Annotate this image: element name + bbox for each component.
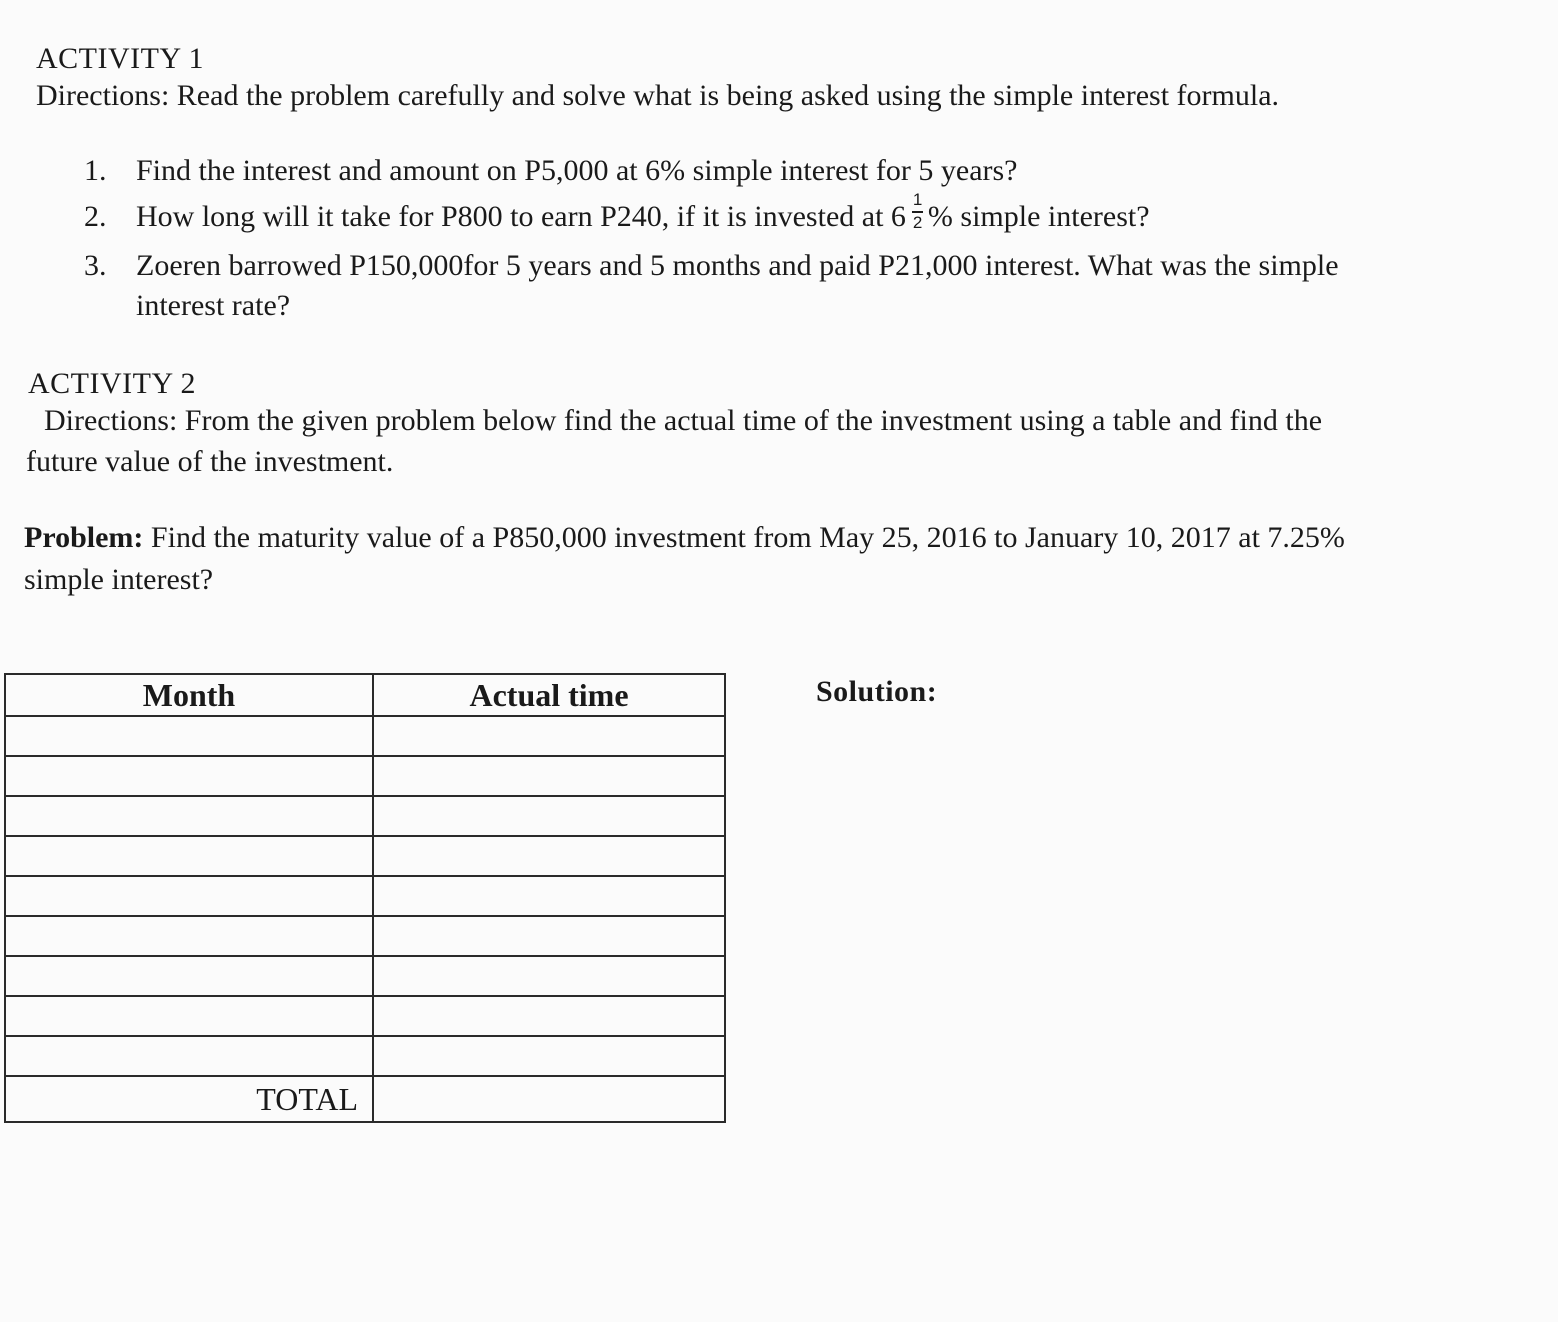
table-row [5,716,725,756]
table-row [5,796,725,836]
activity2-directions-line1: Directions: From the given problem below find the actual time of the investment using a table and find the [44,404,1323,437]
table-row [5,1036,725,1076]
list-item [84,152,1017,190]
item-text-cont: interest rate? [136,289,291,322]
total-label: TOTAL [5,1076,373,1122]
month-cell[interactable] [5,756,373,796]
problem-text-cont: simple interest? [24,563,214,596]
actual-time-cell[interactable] [373,916,725,956]
month-cell[interactable] [5,956,373,996]
problem-label: Problem: [24,521,144,554]
month-column-header: Month [5,674,373,716]
actual-time-cell[interactable] [373,756,725,796]
problem-statement [24,519,1345,557]
table-row [5,836,725,876]
actual-time-cell[interactable] [373,1036,725,1076]
activity1-directions: Directions: Read the problem carefully and solve what is being asked using the simple interest formula. [36,79,1280,112]
actual-time-cell[interactable] [373,716,725,756]
month-cell[interactable] [5,876,373,916]
table-row [5,876,725,916]
item-number: 2. [84,200,107,233]
actual-time-cell[interactable] [373,796,725,836]
item-text-cont: % simple interest? [927,200,1150,233]
item-text: Find the interest and amount on P5,000 at 6% simple interest for 5 years? [136,154,1018,187]
month-cell[interactable] [5,796,373,836]
month-cell[interactable] [5,836,373,876]
table-row [5,756,725,796]
item-number: 1. [84,154,107,187]
list-item [84,190,1150,236]
actual-time-cell[interactable] [373,996,725,1036]
table-header-row [5,674,725,716]
month-cell[interactable] [5,916,373,956]
list-item [84,247,1339,285]
activity2-directions-line2: future value of the investment. [26,445,394,478]
activity1-title: ACTIVITY 1 [36,42,205,75]
month-cell[interactable] [5,996,373,1036]
table-row [5,996,725,1036]
month-cell[interactable] [5,1036,373,1076]
total-row [5,1076,725,1122]
fraction-numerator: 1 [912,190,923,209]
actual-time-cell[interactable] [373,876,725,916]
actual-time-cell[interactable] [373,836,725,876]
fraction-denominator: 2 [912,213,923,232]
table-row [5,916,725,956]
table-row [5,956,725,996]
month-cell[interactable] [5,716,373,756]
actual-time-cell[interactable] [373,956,725,996]
item-text: Zoeren barrowed P150,000for 5 years and 5 months and paid P21,000 interest. What was the simple [136,249,1339,282]
problem-text: Find the maturity value of a P850,000 investment from May 25, 2016 to January 10, 2017 at 7.25% [150,521,1345,554]
total-value-cell[interactable] [373,1076,725,1122]
solution-area[interactable] [816,720,1516,1140]
item-number: 3. [84,249,107,282]
actual-time-table [4,673,726,1123]
solution-label: Solution: [816,675,938,708]
actual-time-column-header: Actual time [373,674,725,716]
item-text: How long will it take for P800 to earn P240, if it is invested at 6 [136,200,906,233]
activity2-title: ACTIVITY 2 [28,367,197,400]
one-half-fraction [912,190,926,232]
